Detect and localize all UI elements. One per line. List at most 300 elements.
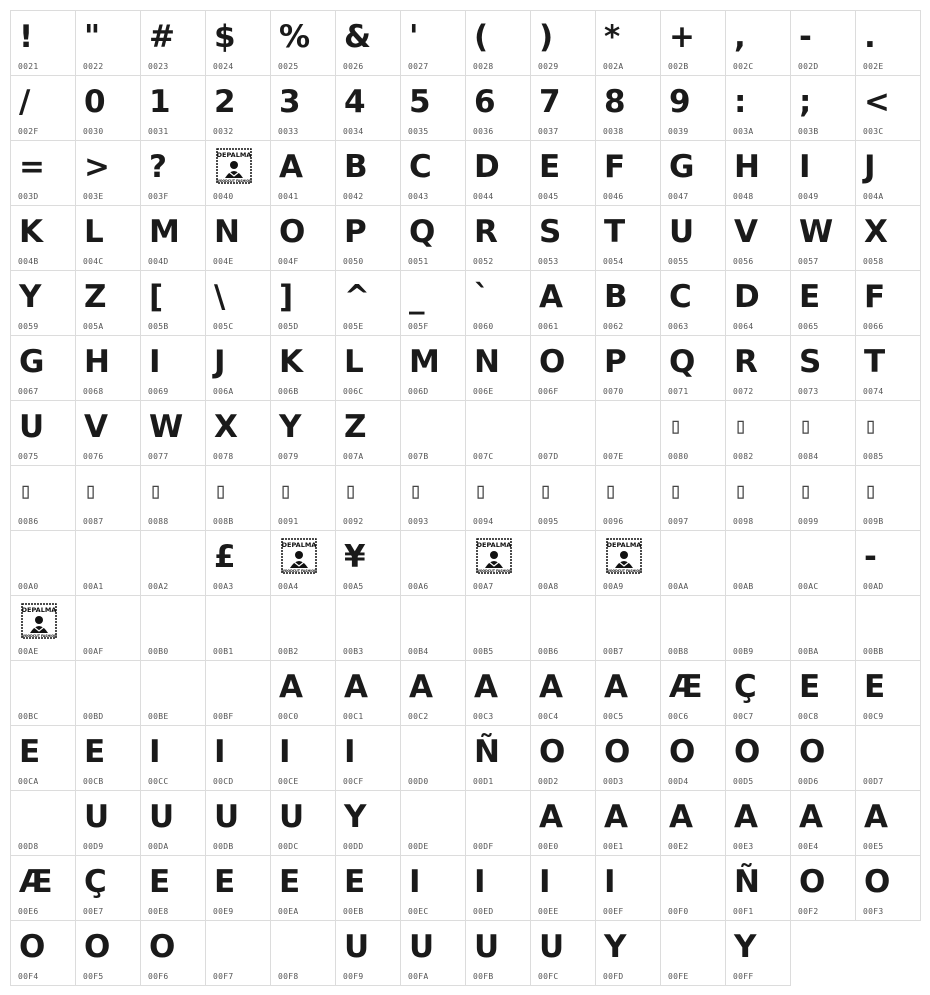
glyph-codepoint-label: 0041 (278, 192, 299, 201)
glyph-codepoint-label: 00B0 (148, 647, 169, 656)
glyph-sample: U (474, 929, 500, 965)
glyph-cell (855, 335, 921, 401)
glyph-sample: W (799, 214, 834, 250)
glyph-sample: > (84, 149, 110, 185)
glyph-sample: £ (214, 539, 236, 575)
glyph-cell (530, 10, 596, 76)
missing-glyph-icon: ▯ (474, 479, 488, 504)
glyph-cell (790, 855, 856, 921)
glyph-codepoint-label: 005F (408, 322, 429, 331)
glyph-cell (335, 855, 401, 921)
glyph-sample: I (149, 344, 161, 380)
glyph-sample: U (214, 799, 240, 835)
glyph-codepoint-label: 00DD (343, 842, 364, 851)
glyph-sample: A (539, 279, 563, 315)
glyph-sample: Y (604, 929, 627, 965)
glyph-cell (75, 205, 141, 271)
glyph-codepoint-label: 0038 (603, 127, 624, 136)
glyph-cell (75, 725, 141, 791)
glyph-cell (270, 725, 336, 791)
glyph-sample: O (669, 734, 696, 770)
glyph-sample: R (734, 344, 758, 380)
glyph-codepoint-label: 00EF (603, 907, 624, 916)
glyph-cell (205, 790, 271, 856)
glyph-cell (465, 335, 531, 401)
glyph-codepoint-label: 00D1 (473, 777, 494, 786)
glyph-codepoint-label: 0086 (18, 517, 39, 526)
glyph-codepoint-label: 00A3 (213, 582, 234, 591)
glyph-codepoint-label: 0061 (538, 322, 559, 331)
glyph-codepoint-label: 00F0 (668, 907, 689, 916)
glyph-sample: Ç (734, 669, 757, 705)
glyph-codepoint-label: 00FE (668, 972, 689, 981)
glyph-codepoint-label: 0028 (473, 62, 494, 71)
glyph-codepoint-label: 0039 (668, 127, 689, 136)
glyph-sample: I (409, 864, 421, 900)
glyph-codepoint-label: 002B (668, 62, 689, 71)
glyph-cell (660, 465, 726, 531)
glyph-sample: K (279, 344, 304, 380)
glyph-cell (530, 75, 596, 141)
glyph-codepoint-label: 00F3 (863, 907, 884, 916)
glyph-cell (140, 855, 206, 921)
glyph-codepoint-label: 00BC (18, 712, 39, 721)
glyph-cell (595, 270, 661, 336)
glyph-codepoint-label: 0058 (863, 257, 884, 266)
glyph-codepoint-label: 0055 (668, 257, 689, 266)
glyph-sample: A (539, 669, 563, 705)
glyph-cell (855, 725, 921, 791)
glyph-codepoint-label: 00FB (473, 972, 494, 981)
glyph-cell (10, 855, 76, 921)
glyph-codepoint-label: 007D (538, 452, 559, 461)
glyph-cell (205, 10, 271, 76)
glyph-codepoint-label: 00DA (148, 842, 169, 851)
glyph-cell (400, 530, 466, 596)
glyph-cell (530, 920, 596, 986)
glyph-codepoint-label: 00CC (148, 777, 169, 786)
glyph-cell (725, 530, 791, 596)
glyph-sample: E (279, 864, 301, 900)
glyph-cell (75, 10, 141, 76)
glyph-sample: A (604, 669, 628, 705)
glyph-sample: S (539, 214, 562, 250)
glyph-cell (465, 10, 531, 76)
glyph-codepoint-label: 0071 (668, 387, 689, 396)
glyph-sample: J (864, 149, 876, 185)
glyph-sample: A (799, 799, 823, 835)
glyph-cell (205, 725, 271, 791)
glyph-cell (335, 595, 401, 661)
glyph-codepoint-label: 00F9 (343, 972, 364, 981)
glyph-cell (270, 400, 336, 466)
glyph-codepoint-label: 00EA (278, 907, 299, 916)
missing-glyph-icon: ▯ (734, 414, 748, 439)
glyph-codepoint-label: 00E5 (863, 842, 884, 851)
glyph-cell (790, 140, 856, 206)
glyph-cell (595, 75, 661, 141)
glyph-codepoint-label: 0066 (863, 322, 884, 331)
glyph-sample: . (864, 19, 876, 55)
glyph-cell (855, 75, 921, 141)
glyph-sample: C (409, 149, 432, 185)
svg-text:WOODCUT FASHION: WOODCUT FASHION (281, 569, 317, 573)
glyph-cell (10, 335, 76, 401)
glyph-codepoint-label: 0067 (18, 387, 39, 396)
glyph-sample: A (474, 669, 498, 705)
glyph-codepoint-label: 0078 (213, 452, 234, 461)
glyph-codepoint-label: 00D4 (668, 777, 689, 786)
glyph-codepoint-label: 0062 (603, 322, 624, 331)
glyph-codepoint-label: 0025 (278, 62, 299, 71)
glyph-codepoint-label: 0030 (83, 127, 104, 136)
glyph-cell (140, 400, 206, 466)
glyph-sample: A (409, 669, 433, 705)
glyph-cell (335, 205, 401, 271)
glyph-codepoint-label: 004E (213, 257, 234, 266)
glyph-sample: E (149, 864, 171, 900)
glyph-codepoint-label: 00DB (213, 842, 234, 851)
glyph-sample: L (84, 214, 104, 250)
glyph-cell (465, 855, 531, 921)
svg-text:DEPALMA: DEPALMA (216, 151, 252, 159)
glyph-sample: A (279, 669, 303, 705)
glyph-sample: Ñ (474, 734, 500, 770)
glyph-codepoint-label: 00C2 (408, 712, 429, 721)
glyph-codepoint-label: 00AD (863, 582, 884, 591)
glyph-cell (75, 400, 141, 466)
glyph-cell (595, 205, 661, 271)
glyph-cell (335, 140, 401, 206)
glyph-sample: W (149, 409, 184, 445)
glyph-codepoint-label: 00F7 (213, 972, 234, 981)
glyph-codepoint-label: 008B (213, 517, 234, 526)
glyph-sample: U (344, 929, 370, 965)
glyph-cell (790, 595, 856, 661)
glyph-codepoint-label: 0045 (538, 192, 559, 201)
glyph-sample: T (604, 214, 626, 250)
glyph-cell (75, 855, 141, 921)
glyph-codepoint-label: 0046 (603, 192, 624, 201)
glyph-codepoint-label: 00C3 (473, 712, 494, 721)
glyph-cell (465, 725, 531, 791)
glyph-codepoint-label: 0027 (408, 62, 429, 71)
glyph-sample: ' (409, 19, 419, 55)
glyph-sample: A (539, 799, 563, 835)
glyph-cell (790, 530, 856, 596)
glyph-cell (790, 790, 856, 856)
glyph-cell (660, 10, 726, 76)
glyph-sample: ` (474, 279, 490, 315)
glyph-codepoint-label: 00AC (798, 582, 819, 591)
glyph-cell (10, 270, 76, 336)
glyph-sample: 8 (604, 84, 626, 120)
glyph-cell (530, 400, 596, 466)
glyph-sample: Q (409, 214, 436, 250)
glyph-codepoint-label: 0060 (473, 322, 494, 331)
svg-text:WOODCUT FASHION: WOODCUT FASHION (476, 569, 512, 573)
glyph-cell (790, 725, 856, 791)
glyph-cell (335, 725, 401, 791)
glyph-sample: E (19, 734, 41, 770)
glyph-codepoint-label: 0036 (473, 127, 494, 136)
glyph-cell (530, 205, 596, 271)
glyph-codepoint-label: 003E (83, 192, 104, 201)
glyph-cell (10, 400, 76, 466)
glyph-cell (790, 205, 856, 271)
glyph-codepoint-label: 0029 (538, 62, 559, 71)
glyph-cell (335, 465, 401, 531)
glyph-codepoint-label: 006C (343, 387, 364, 396)
glyph-codepoint-label: 0026 (343, 62, 364, 71)
glyph-cell (75, 335, 141, 401)
glyph-cell (530, 725, 596, 791)
glyph-codepoint-label: 0051 (408, 257, 429, 266)
glyph-codepoint-label: 00A8 (538, 582, 559, 591)
glyph-sample: D (734, 279, 760, 315)
glyph-sample: O (149, 929, 176, 965)
glyph-cell (140, 920, 206, 986)
glyph-sample: B (344, 149, 368, 185)
glyph-codepoint-label: 0044 (473, 192, 494, 201)
glyph-cell (725, 270, 791, 336)
glyph-cell (660, 530, 726, 596)
glyph-sample: U (149, 799, 175, 835)
glyph-cell (725, 660, 791, 726)
glyph-sample: N (474, 344, 500, 380)
glyph-codepoint-label: 0082 (733, 452, 754, 461)
glyph-codepoint-label: 0042 (343, 192, 364, 201)
glyph-codepoint-label: 00B5 (473, 647, 494, 656)
glyph-cell (400, 335, 466, 401)
glyph-codepoint-label: 007C (473, 452, 494, 461)
glyph-sample: # (149, 19, 175, 55)
glyph-cell (660, 270, 726, 336)
glyph-codepoint-label: 00D2 (538, 777, 559, 786)
glyph-cell (75, 140, 141, 206)
glyph-cell (270, 140, 336, 206)
glyph-cell (465, 270, 531, 336)
glyph-codepoint-label: 00AB (733, 582, 754, 591)
glyph-codepoint-label: 004F (278, 257, 299, 266)
glyph-cell (855, 140, 921, 206)
glyph-sample: Ç (84, 864, 107, 900)
glyph-cell (400, 75, 466, 141)
glyph-cell (10, 790, 76, 856)
glyph-codepoint-label: 00CF (343, 777, 364, 786)
glyph-codepoint-label: 00A1 (83, 582, 104, 591)
glyph-codepoint-label: 00FF (733, 972, 754, 981)
glyph-cell (595, 855, 661, 921)
glyph-codepoint-label: 003D (18, 192, 39, 201)
glyph-sample: N (214, 214, 240, 250)
glyph-sample: I (279, 734, 291, 770)
glyph-cell (660, 335, 726, 401)
glyph-codepoint-label: 00EE (538, 907, 559, 916)
glyph-cell (335, 270, 401, 336)
glyph-codepoint-label: 0075 (18, 452, 39, 461)
glyph-codepoint-label: 00F1 (733, 907, 754, 916)
glyph-sample: O (604, 734, 631, 770)
glyph-cell (595, 400, 661, 466)
glyph-codepoint-label: 00E0 (538, 842, 559, 851)
glyph-sample: - (799, 19, 812, 55)
glyph-cell (465, 790, 531, 856)
svg-text:DEPALMA: DEPALMA (476, 541, 512, 549)
glyph-codepoint-label: 0022 (83, 62, 104, 71)
glyph-sample: Y (344, 799, 367, 835)
glyph-codepoint-label: 007E (603, 452, 624, 461)
glyph-codepoint-label: 005D (278, 322, 299, 331)
glyph-sample: ( (474, 19, 489, 55)
glyph-codepoint-label: 002C (733, 62, 754, 71)
glyph-sample: [ (149, 279, 164, 315)
glyph-sample: 9 (669, 84, 691, 120)
glyph-cell (270, 205, 336, 271)
glyph-codepoint-label: 00B4 (408, 647, 429, 656)
glyph-cell (270, 465, 336, 531)
glyph-codepoint-label: 00B1 (213, 647, 234, 656)
glyph-codepoint-label: 0050 (343, 257, 364, 266)
glyph-codepoint-label: 0034 (343, 127, 364, 136)
glyph-codepoint-label: 00A2 (148, 582, 169, 591)
glyph-codepoint-label: 00D9 (83, 842, 104, 851)
glyph-sample: O (799, 864, 826, 900)
glyph-cell (855, 530, 921, 596)
glyph-cell (140, 790, 206, 856)
glyph-codepoint-label: 0033 (278, 127, 299, 136)
glyph-codepoint-label: 0093 (408, 517, 429, 526)
glyph-sample: E (84, 734, 106, 770)
glyph-cell (270, 855, 336, 921)
missing-glyph-icon: ▯ (799, 479, 813, 504)
glyph-codepoint-label: 0092 (343, 517, 364, 526)
glyph-grid (10, 10, 920, 985)
glyph-cell (855, 400, 921, 466)
glyph-cell (335, 10, 401, 76)
glyph-cell (530, 530, 596, 596)
glyph-cell (270, 595, 336, 661)
glyph-codepoint-label: 004B (18, 257, 39, 266)
glyph-codepoint-label: 00B6 (538, 647, 559, 656)
glyph-sample: A (864, 799, 888, 835)
glyph-cell (10, 465, 76, 531)
glyph-cell (400, 595, 466, 661)
glyph-codepoint-label: 002A (603, 62, 624, 71)
glyph-sample: $ (214, 19, 236, 55)
glyph-sample: V (84, 409, 108, 445)
glyph-cell (205, 465, 271, 531)
glyph-sample: 3 (279, 84, 301, 120)
glyph-codepoint-label: 0056 (733, 257, 754, 266)
glyph-codepoint-label: 00BD (83, 712, 104, 721)
glyph-cell (530, 465, 596, 531)
glyph-codepoint-label: 00C1 (343, 712, 364, 721)
glyph-cell (75, 530, 141, 596)
glyph-sample: Q (669, 344, 696, 380)
glyph-codepoint-label: 00B3 (343, 647, 364, 656)
glyph-sample: U (279, 799, 305, 835)
glyph-codepoint-label: 00EB (343, 907, 364, 916)
glyph-codepoint-label: 00A7 (473, 582, 494, 591)
glyph-cell (270, 10, 336, 76)
glyph-cell (530, 790, 596, 856)
glyph-cell (270, 270, 336, 336)
glyph-codepoint-label: 00C0 (278, 712, 299, 721)
glyph-sample: X (864, 214, 888, 250)
glyph-sample: T (864, 344, 886, 380)
glyph-sample: * (604, 19, 621, 55)
glyph-codepoint-label: 00D5 (733, 777, 754, 786)
glyph-sample: 5 (409, 84, 431, 120)
glyph-sample: Y (279, 409, 302, 445)
missing-glyph-icon: ▯ (669, 479, 683, 504)
glyph-sample: H (734, 149, 760, 185)
glyph-cell (855, 270, 921, 336)
glyph-codepoint-label: 0032 (213, 127, 234, 136)
glyph-codepoint-label: 00BF (213, 712, 234, 721)
glyph-codepoint-label: 0065 (798, 322, 819, 331)
glyph-cell (465, 595, 531, 661)
glyph-codepoint-label: 00E4 (798, 842, 819, 851)
glyph-codepoint-label: 00CE (278, 777, 299, 786)
glyph-codepoint-label: 0084 (798, 452, 819, 461)
glyph-cell (595, 465, 661, 531)
glyph-codepoint-label: 0073 (798, 387, 819, 396)
glyph-cell (140, 75, 206, 141)
glyph-sample: ) (539, 19, 554, 55)
glyph-cell (790, 75, 856, 141)
missing-glyph-icon: ▯ (84, 479, 98, 504)
glyph-codepoint-label: 003F (148, 192, 169, 201)
glyph-sample: P (344, 214, 367, 250)
depalma-logo-icon (21, 603, 57, 639)
glyph-cell (530, 335, 596, 401)
glyph-codepoint-label: 006B (278, 387, 299, 396)
glyph-codepoint-label: 006E (473, 387, 494, 396)
missing-glyph-icon: ▯ (604, 479, 618, 504)
glyph-codepoint-label: 00DF (473, 842, 494, 851)
glyph-codepoint-label: 006F (538, 387, 559, 396)
glyph-cell (400, 140, 466, 206)
glyph-cell (855, 595, 921, 661)
glyph-cell (465, 530, 531, 596)
glyph-cell (530, 140, 596, 206)
glyph-cell (270, 920, 336, 986)
glyph-codepoint-label: 005C (213, 322, 234, 331)
glyph-sample: I (149, 734, 161, 770)
glyph-sample: A (279, 149, 303, 185)
glyph-sample: - (864, 539, 877, 575)
glyph-sample: O (19, 929, 46, 965)
glyph-codepoint-label: 00F8 (278, 972, 299, 981)
glyph-cell (660, 205, 726, 271)
missing-glyph-icon: ▯ (279, 479, 293, 504)
glyph-cell (855, 10, 921, 76)
glyph-sample: R (474, 214, 498, 250)
glyph-codepoint-label: 00F4 (18, 972, 39, 981)
glyph-codepoint-label: 0097 (668, 517, 689, 526)
glyph-codepoint-label: 0074 (863, 387, 884, 396)
svg-text:WOODCUT FASHION: WOODCUT FASHION (21, 634, 57, 638)
glyph-codepoint-label: 0057 (798, 257, 819, 266)
glyph-codepoint-label: 0068 (83, 387, 104, 396)
glyph-cell (725, 75, 791, 141)
glyph-cell (725, 335, 791, 401)
glyph-codepoint-label: 00C8 (798, 712, 819, 721)
glyph-codepoint-label: 00C5 (603, 712, 624, 721)
glyph-codepoint-label: 00FD (603, 972, 624, 981)
